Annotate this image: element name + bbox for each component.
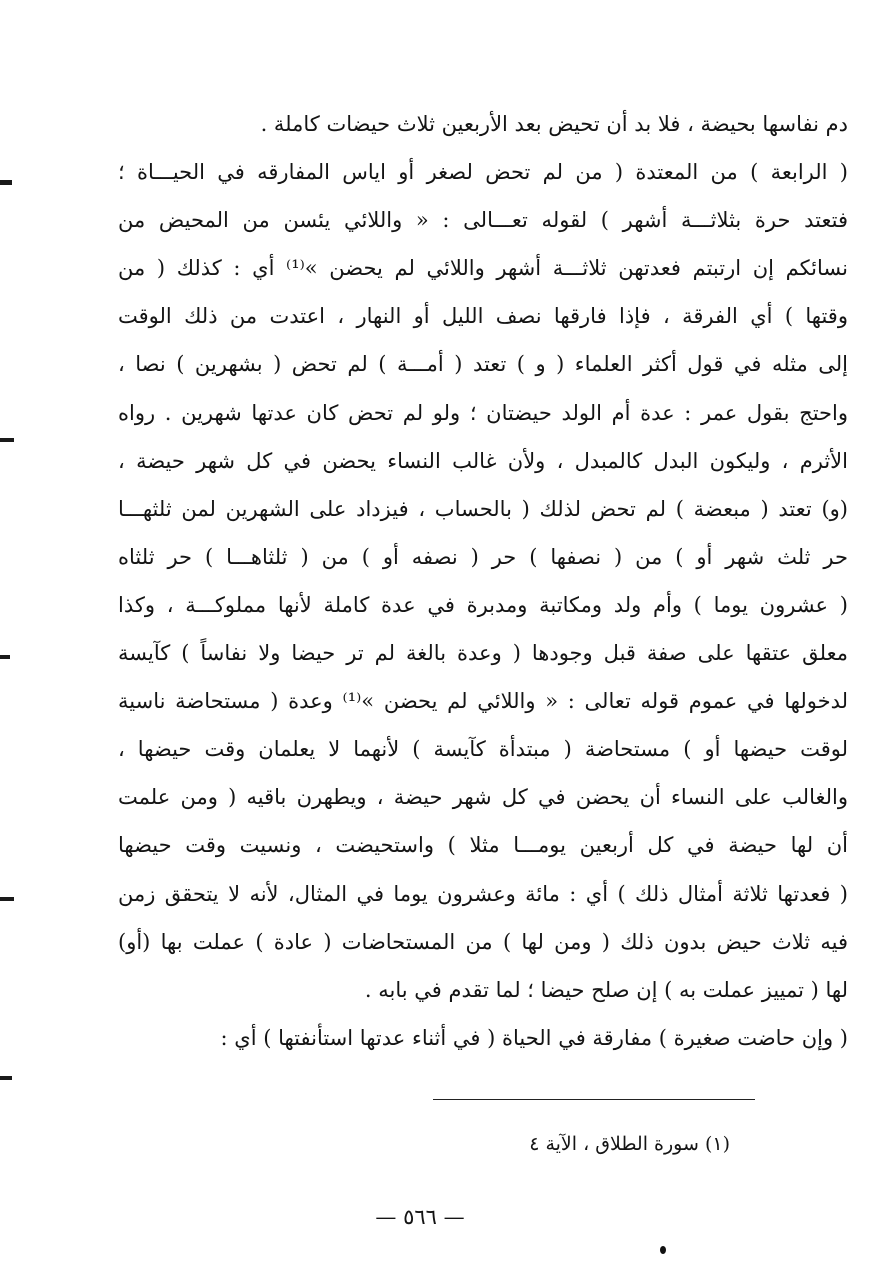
text-line: فيه ثلاث حيض بدون ذلك ( ومن لها ) من المستحاضات ( عادة ) عملت بها (أو) (118, 929, 848, 954)
page-number: — ٥٦٦ — (375, 1205, 465, 1229)
text-line: فتعتد حرة بثلاثـــة أشهر ) لقوله تعـــالى : « واللائي يئسن من المحيض من (118, 208, 848, 233)
body-text (118, 100, 848, 1062)
text-line: واحتج بقول عمر : عدة أم الولد حيضتان ؛ ولو لم تحض كان عدتها شهرين . رواه (118, 400, 848, 425)
text-line: لدخولها في عموم قوله تعالى : « واللائي لم يحضن »⁽¹⁾ وعدة ( مستحاضة ناسية (118, 689, 848, 714)
scan-speck (0, 1076, 12, 1080)
footnote-divider (433, 1099, 755, 1100)
scan-speck (660, 1246, 666, 1254)
text-line: الأثرم ، وليكون البدل كالمبدل ، ولأن غالب النساء يحضن في كل شهر حيضة ، (118, 448, 848, 473)
text-line: وقتها ) أي الفرقة ، فإذا فارقها نصف الليل أو النهار ، اعتدت من ذلك الوقت (118, 304, 848, 329)
text-line: إلى مثله في قول أكثر العلماء ( و ) تعتد ( أمـــة ) لم تحض ( بشهرين ) نصا ، (118, 352, 848, 377)
text-line: لها ( تمييز عملت به ) إن صلح حيضا ؛ لما تقدم في بابه . (364, 977, 848, 1002)
text-line: دم نفاسها بحيضة ، فلا بد أن تحيض بعد الأربعين ثلاث حيضات كاملة . (260, 112, 848, 136)
text-line: (و) تعتد ( مبعضة ) لم تحض لذلك ( بالحساب ، فيزداد على الشهرين لمن ثلثهـــا (118, 496, 848, 521)
footnote: (١) سورة الطلاق ، الآية ٤ (529, 1133, 730, 1155)
scan-speck (0, 438, 14, 442)
text-line: ( فعدتها ثلاثة أمثال ذلك ) أي : مائة وعشرون يوما في المثال، لأنه لا يتحقق زمن (118, 881, 848, 906)
text-line: والغالب على النساء أن يحضن في كل شهر حيضة ، ويطهرن باقيه ( ومن علمت (118, 785, 848, 810)
text-line: نسائكم إن ارتبتم فعدتهن ثلاثـــة أشهر واللائي لم يحضن »⁽¹⁾ أي : كذلك ( من (118, 256, 848, 281)
text-line: حر ثلث شهر أو ) من ( نصفها ) حر ( نصفه أو ) من ( ثلثاهـــا ) حر ثلثاه (118, 544, 848, 569)
text-line: ( وإن حاضت صغيرة ) مفارقة في الحياة ( في أثناء عدتها استأنفتها ) أي : (220, 1025, 848, 1050)
text-line: معلق عتقها على صفة قبل وجودها ( وعدة بالغة لم تر حيضا ولا نفاساً ) كآيسة (118, 641, 848, 666)
text-line: لوقت حيضها أو ) مستحاضة ( مبتدأة كآيسة ) لأنهما لا يعلمان وقت حيضها ، (118, 737, 848, 762)
text-line: ( عشرون يوما ) وأم ولد ومكاتبة ومدبرة في عدة كاملة لأنها مملوكـــة ، وكذا (118, 592, 848, 617)
text-line: ( الرابعة ) من المعتدة ( من لم تحض لصغر أو اياس المفارقه في الحيـــاة ؛ (118, 160, 848, 185)
scan-speck (0, 897, 14, 901)
text-line: أن لها حيضة في كل أربعين يومـــا مثلا ) واستحيضت ، ونسيت وقت حيضها (118, 833, 848, 858)
scan-speck (0, 180, 12, 185)
scan-speck (0, 655, 10, 659)
